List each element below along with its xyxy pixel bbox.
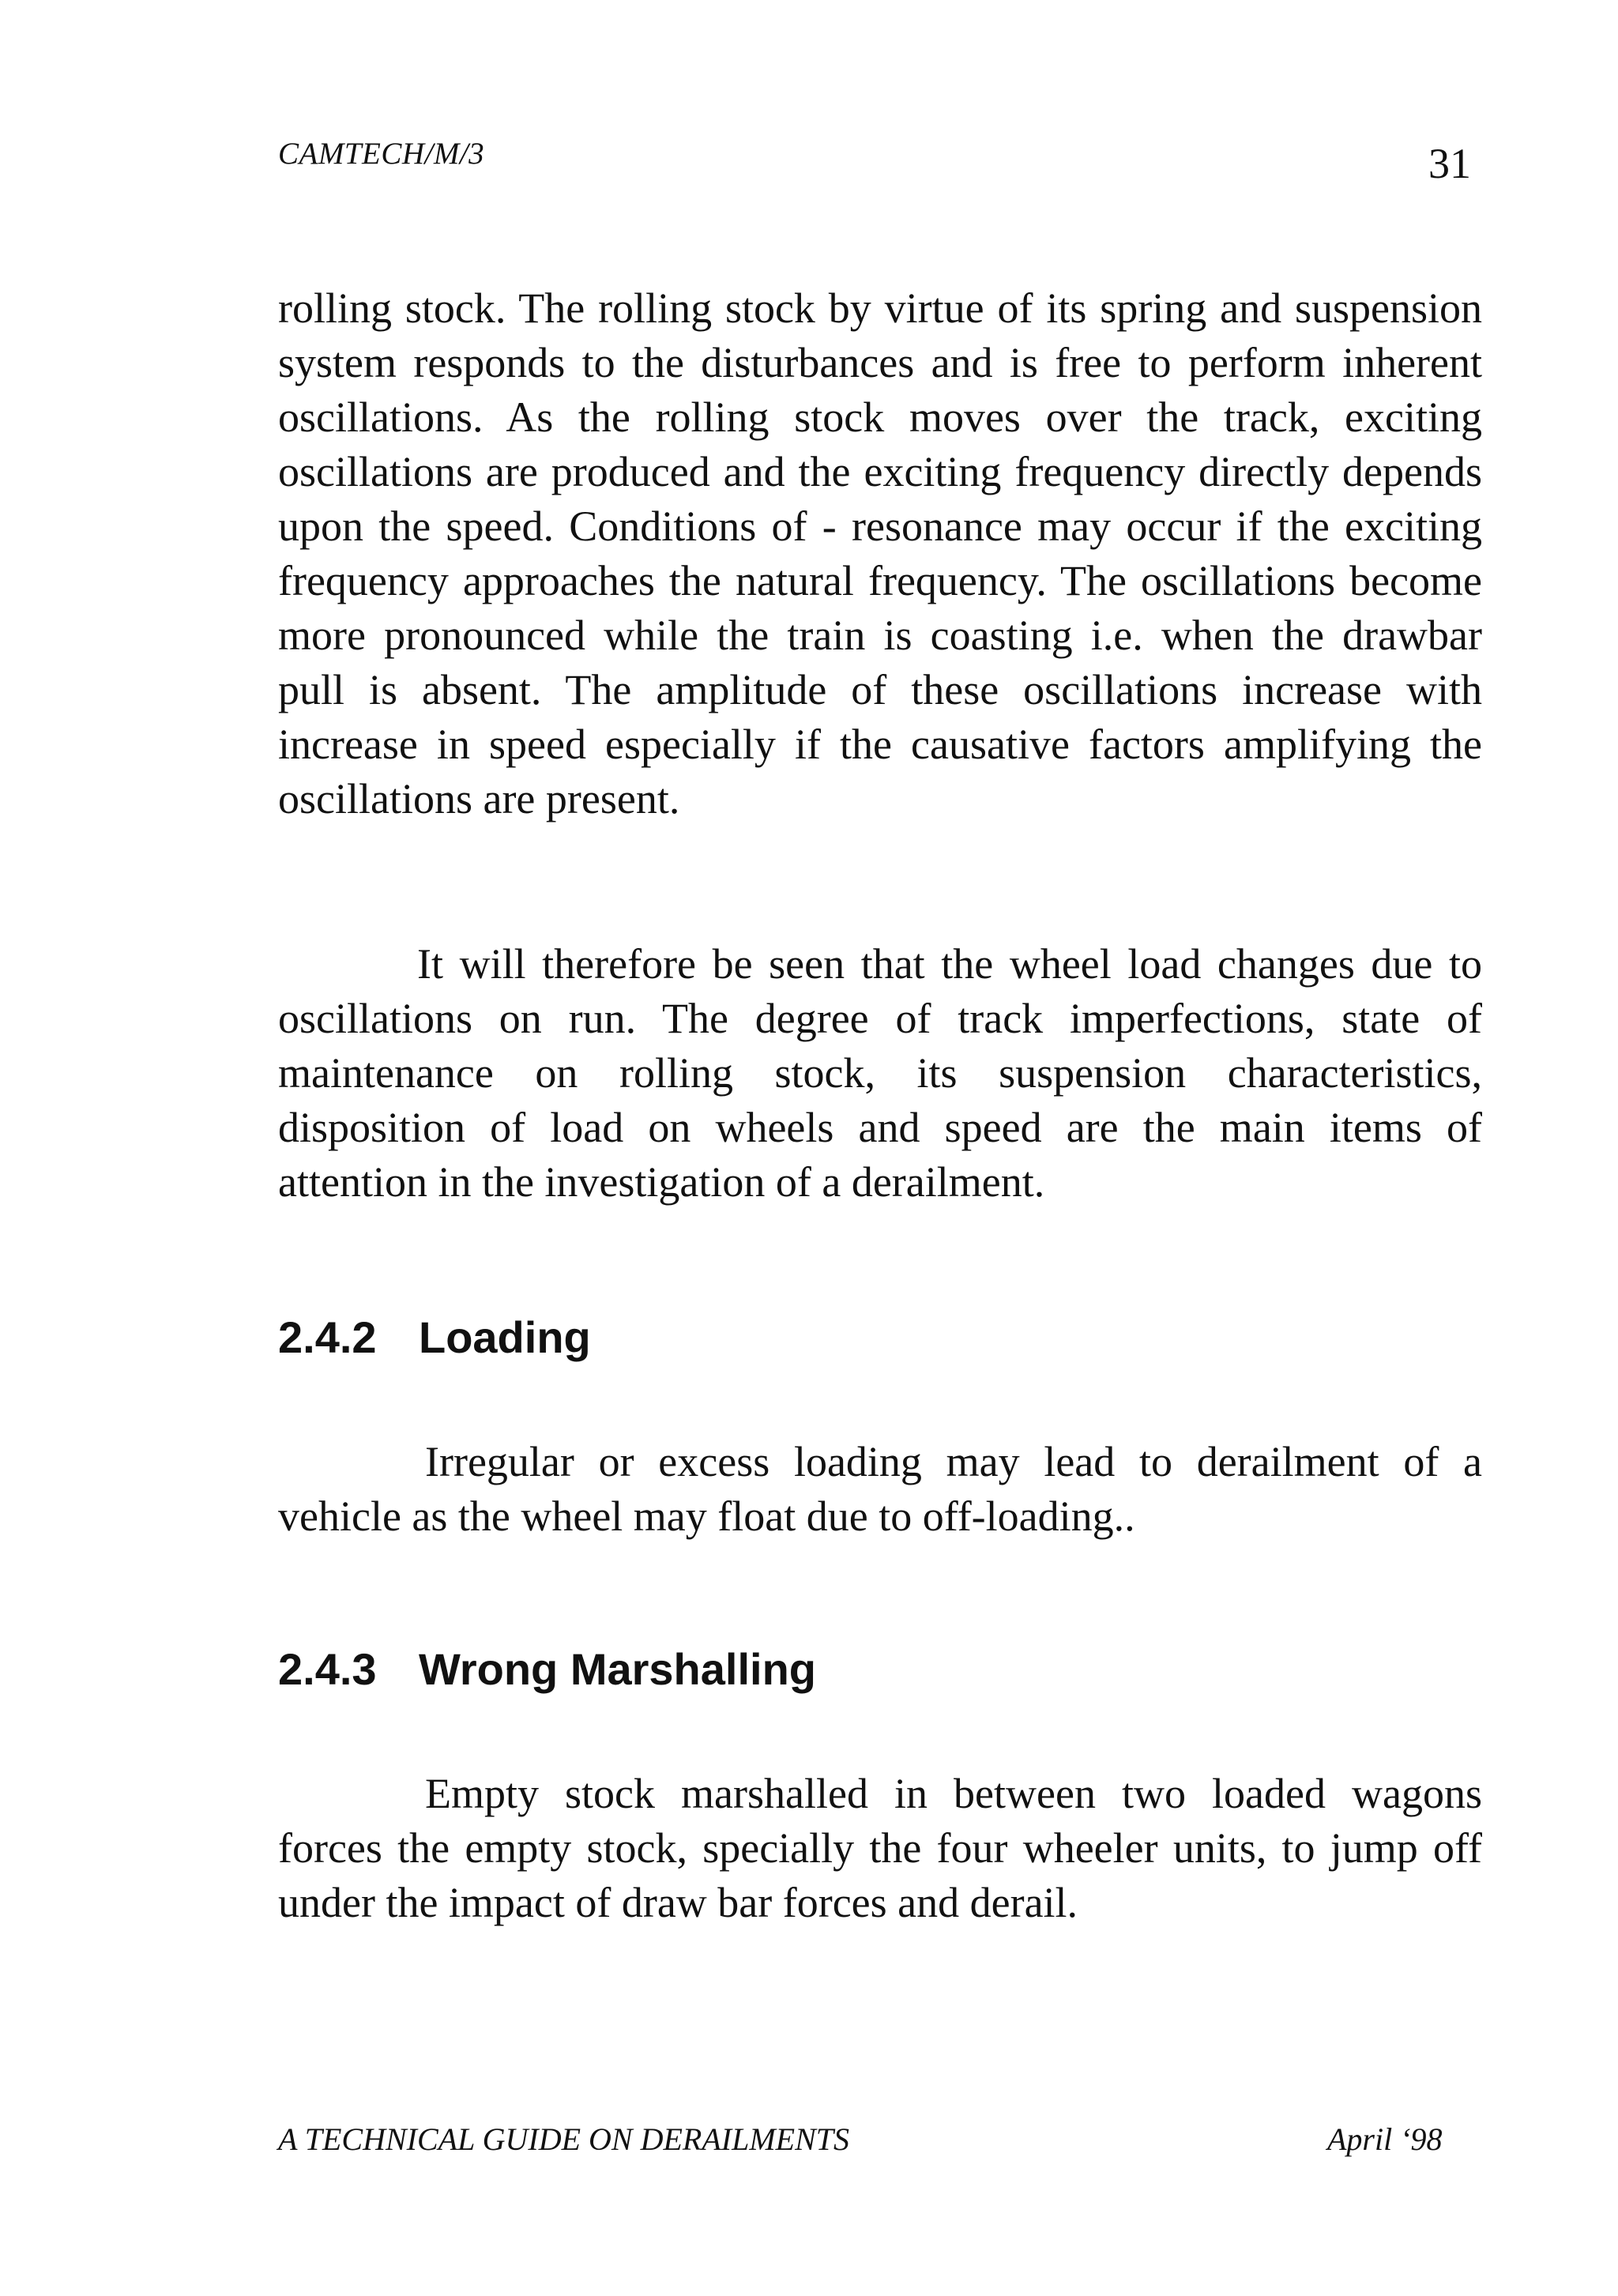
page-number: 31	[1428, 140, 1471, 187]
section-title: Wrong Marshalling	[419, 1644, 816, 1694]
footer-title: A TECHNICAL GUIDE ON DERAILMENTS	[278, 2121, 850, 2157]
body-paragraph-wheel-load: It will therefore be seen that the wheel load changes due to oscillations on run. The degree of track imperfections, state of maintenance on rolling stock, its suspension characteristics, disposition of load on wheels and speed are the main items of attention in the investigation of a derailment.	[278, 940, 1482, 1206]
footer-date: April ‘98	[1327, 2121, 1443, 2157]
loading-paragraph: Irregular or excess loading may lead to derailment of a vehicle as the wheel may float due to off-loading..	[278, 1438, 1482, 1540]
section-number: 2.4.3	[278, 1644, 377, 1694]
section-number: 2.4.2	[278, 1312, 377, 1362]
body-paragraph-oscillations: rolling stock. The rolling stock by virtue of its spring and suspension system responds to the disturbances and is free to perform inherent oscillations. As the rolling stock moves over the track, exciting oscillations are produced and the exciting frequency directly depends upon the speed. Conditions of - resonance may occur if the exciting frequency approaches the natural frequency. The oscillations become more pronounced while the train is coasting i.e. when the drawbar pull is absent. The amplitude of these oscillations increase with increase in speed especially if the causative factors amplifying the oscillations are present.	[278, 284, 1482, 822]
section-heading-loading	[278, 1310, 591, 1365]
section-heading-wrong-marshalling	[278, 1642, 816, 1697]
marshalling-paragraph: Empty stock marshalled in between two loaded wagons forces the empty stock, specially the four wheeler units, to jump off under the impact of draw bar forces and derail.	[278, 1770, 1482, 1926]
section-title: Loading	[419, 1312, 591, 1362]
document-code: CAMTECH/M/3	[278, 137, 485, 171]
